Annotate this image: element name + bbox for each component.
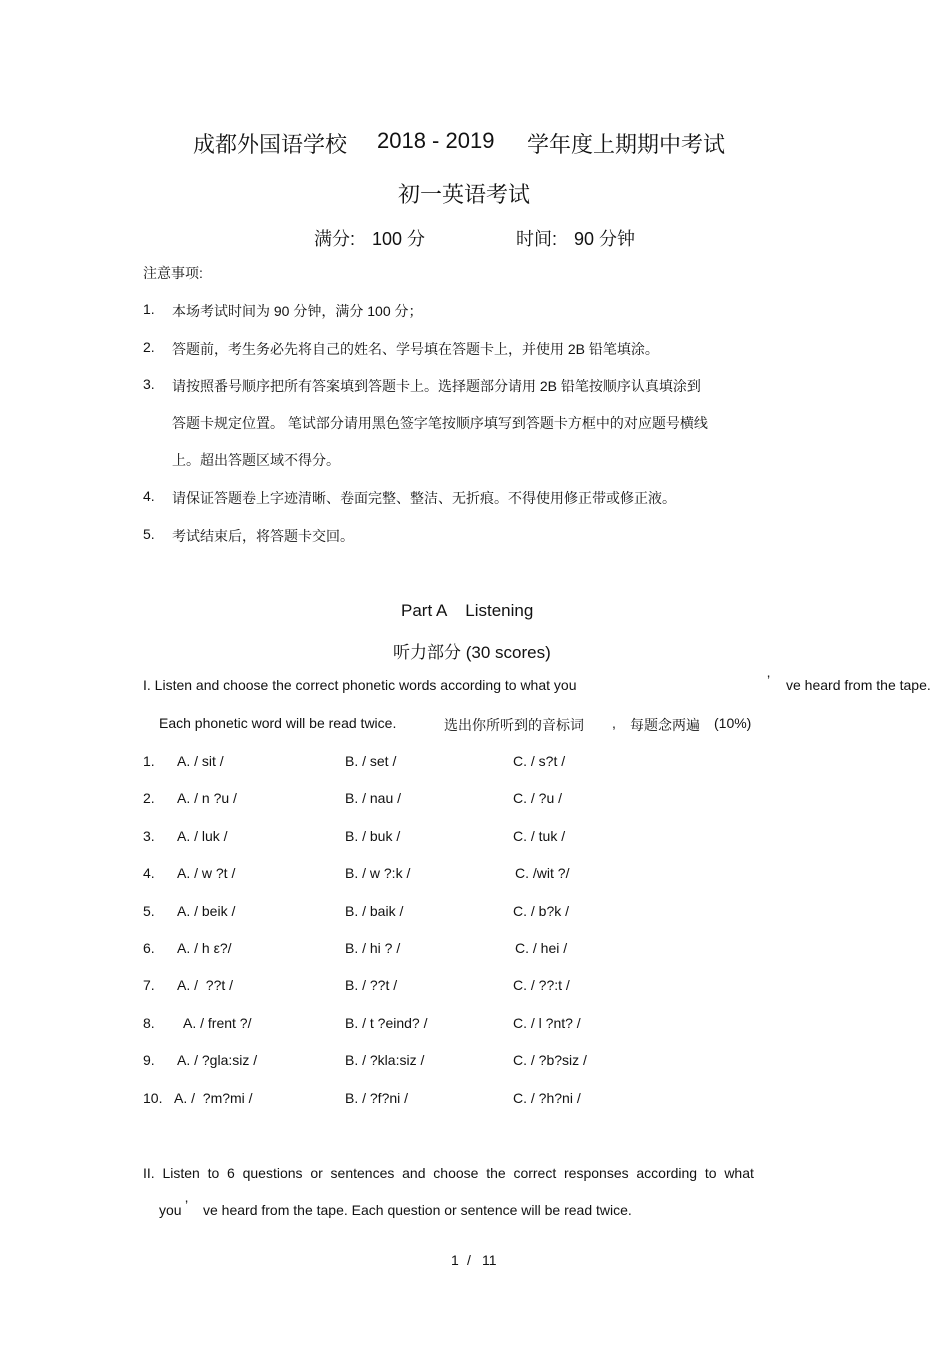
option-b: B. / nau / <box>345 790 402 806</box>
notice-heading: 注意事项: <box>143 265 203 281</box>
section-instruction: I. Listen and choose the correct phonetic words according to what you <box>143 677 577 693</box>
option-c: C. / l ?nt? / <box>513 1015 581 1031</box>
option-a: A. / ??t / <box>177 977 234 993</box>
apostrophe: ’ <box>185 1197 189 1213</box>
notice-item-line: 请按照番号顺序把所有答案填到答题卡上。选择题部分请用 2B 铅笔按顺序认真填涂到 <box>172 378 701 394</box>
notice-item-line: 本场考试时间为 90 分钟，满分 100 分； <box>172 303 423 319</box>
option-c: C. / s?t / <box>513 753 566 769</box>
score-value: 100 分 <box>372 229 426 249</box>
question-number: 3. <box>143 828 155 844</box>
option-a: A. / luk / <box>177 828 228 844</box>
option-b: B. / t ?eind? / <box>345 1015 428 1031</box>
apostrophe: ’ <box>767 672 771 688</box>
notice-item-num: 3. <box>143 376 155 392</box>
section-instruction-you: you <box>159 1202 182 1218</box>
section-instruction-cn: 每题念两遍 <box>630 717 700 733</box>
title-exam: 学年度上期期中考试 <box>527 133 726 158</box>
time-value: 90 分钟 <box>574 229 636 249</box>
section-instruction: Each phonetic word will be read twice. <box>159 715 397 731</box>
question-number: 6. <box>143 940 155 956</box>
page-total: 11 <box>482 1252 497 1268</box>
option-b: B. / ?kla:siz / <box>345 1052 425 1068</box>
option-a: A. / h ε?/ <box>177 940 232 956</box>
option-c: C. / b?k / <box>513 903 570 919</box>
question-number: 8. <box>143 1015 155 1031</box>
option-b: B. / hi ? / <box>345 940 401 956</box>
option-b: B. / set / <box>345 753 397 769</box>
part-subtitle: 听力部分 (30 scores) <box>393 643 551 662</box>
notice-item-line: 答题卡规定位置。 笔试部分请用黑色签字笔按顺序填写到答题卡方框中的对应题号横线 <box>172 415 708 431</box>
question-number: 5. <box>143 903 155 919</box>
title-school: 成都外国语学校 <box>193 133 348 158</box>
option-a: A. / beik / <box>177 903 236 919</box>
notice-item-num: 4. <box>143 488 155 504</box>
notice-item-num: 5. <box>143 526 155 542</box>
notice-item-line: 考试结束后，将答题卡交回。 <box>172 528 354 544</box>
option-c: C. /wit ?/ <box>515 865 570 881</box>
section-instruction: ve heard from the tape. <box>786 677 931 693</box>
section-instruction-percent: (10%) <box>714 715 752 731</box>
option-a: A. / w ?t / <box>177 865 236 881</box>
question-number: 2. <box>143 790 155 806</box>
section-instruction: II. Listen to 6 questions or sentences and choose the correct responses according to what <box>143 1165 754 1181</box>
option-b: B. / baik / <box>345 903 404 919</box>
option-c: C. / ??:t / <box>513 977 570 993</box>
option-c: C. / hei / <box>515 940 568 956</box>
section-instruction-cn: 选出你所听到的音标词 <box>444 717 584 733</box>
page-separator: / <box>467 1252 471 1268</box>
page-subtitle: 初一英语考试 <box>398 183 531 208</box>
option-b: B. / ?f?ni / <box>345 1090 409 1106</box>
notice-item-num: 1. <box>143 301 155 317</box>
question-number: 4. <box>143 865 155 881</box>
title-years: 2018 - 2019 <box>377 128 495 153</box>
notice-item-line: 请保证答题卷上字迹清晰、卷面完整、整洁、无折痕。不得使用修正带或修正液。 <box>172 490 676 506</box>
part-title: Part A Listening <box>401 601 534 620</box>
score-label: 满分: <box>314 229 356 249</box>
option-b: B. / ??t / <box>345 977 398 993</box>
page-number: 1 <box>451 1252 459 1268</box>
notice-item-line: 答题前，考生务必先将自己的姓名、学号填在答题卡上，并使用 2B 铅笔填涂。 <box>172 341 659 357</box>
question-number: 10. <box>143 1090 163 1106</box>
time-label: 时间: <box>516 229 558 249</box>
option-a: A. / ?m?mi / <box>174 1090 253 1106</box>
notice-item-line: 上。超出答题区域不得分。 <box>172 452 340 468</box>
section-instruction: ve heard from the tape. Each question or sentence will be read twice. <box>203 1202 632 1218</box>
option-a: A. / ?gla:siz / <box>177 1052 258 1068</box>
question-number: 7. <box>143 977 155 993</box>
option-a: A. / n ?u / <box>177 790 237 806</box>
option-c: C. / ?b?siz / <box>513 1052 587 1068</box>
option-b: B. / buk / <box>345 828 401 844</box>
option-a: A. / frent ?/ <box>183 1015 252 1031</box>
option-b: B. / w ?:k / <box>345 865 411 881</box>
notice-item-num: 2. <box>143 339 155 355</box>
option-c: C. / ?h?ni / <box>513 1090 581 1106</box>
question-number: 9. <box>143 1052 155 1068</box>
option-a: A. / sit / <box>177 753 224 769</box>
option-c: C. / ?u / <box>513 790 563 806</box>
question-number: 1. <box>143 753 155 769</box>
section-instruction-comma: , <box>612 715 616 731</box>
option-c: C. / tuk / <box>513 828 566 844</box>
